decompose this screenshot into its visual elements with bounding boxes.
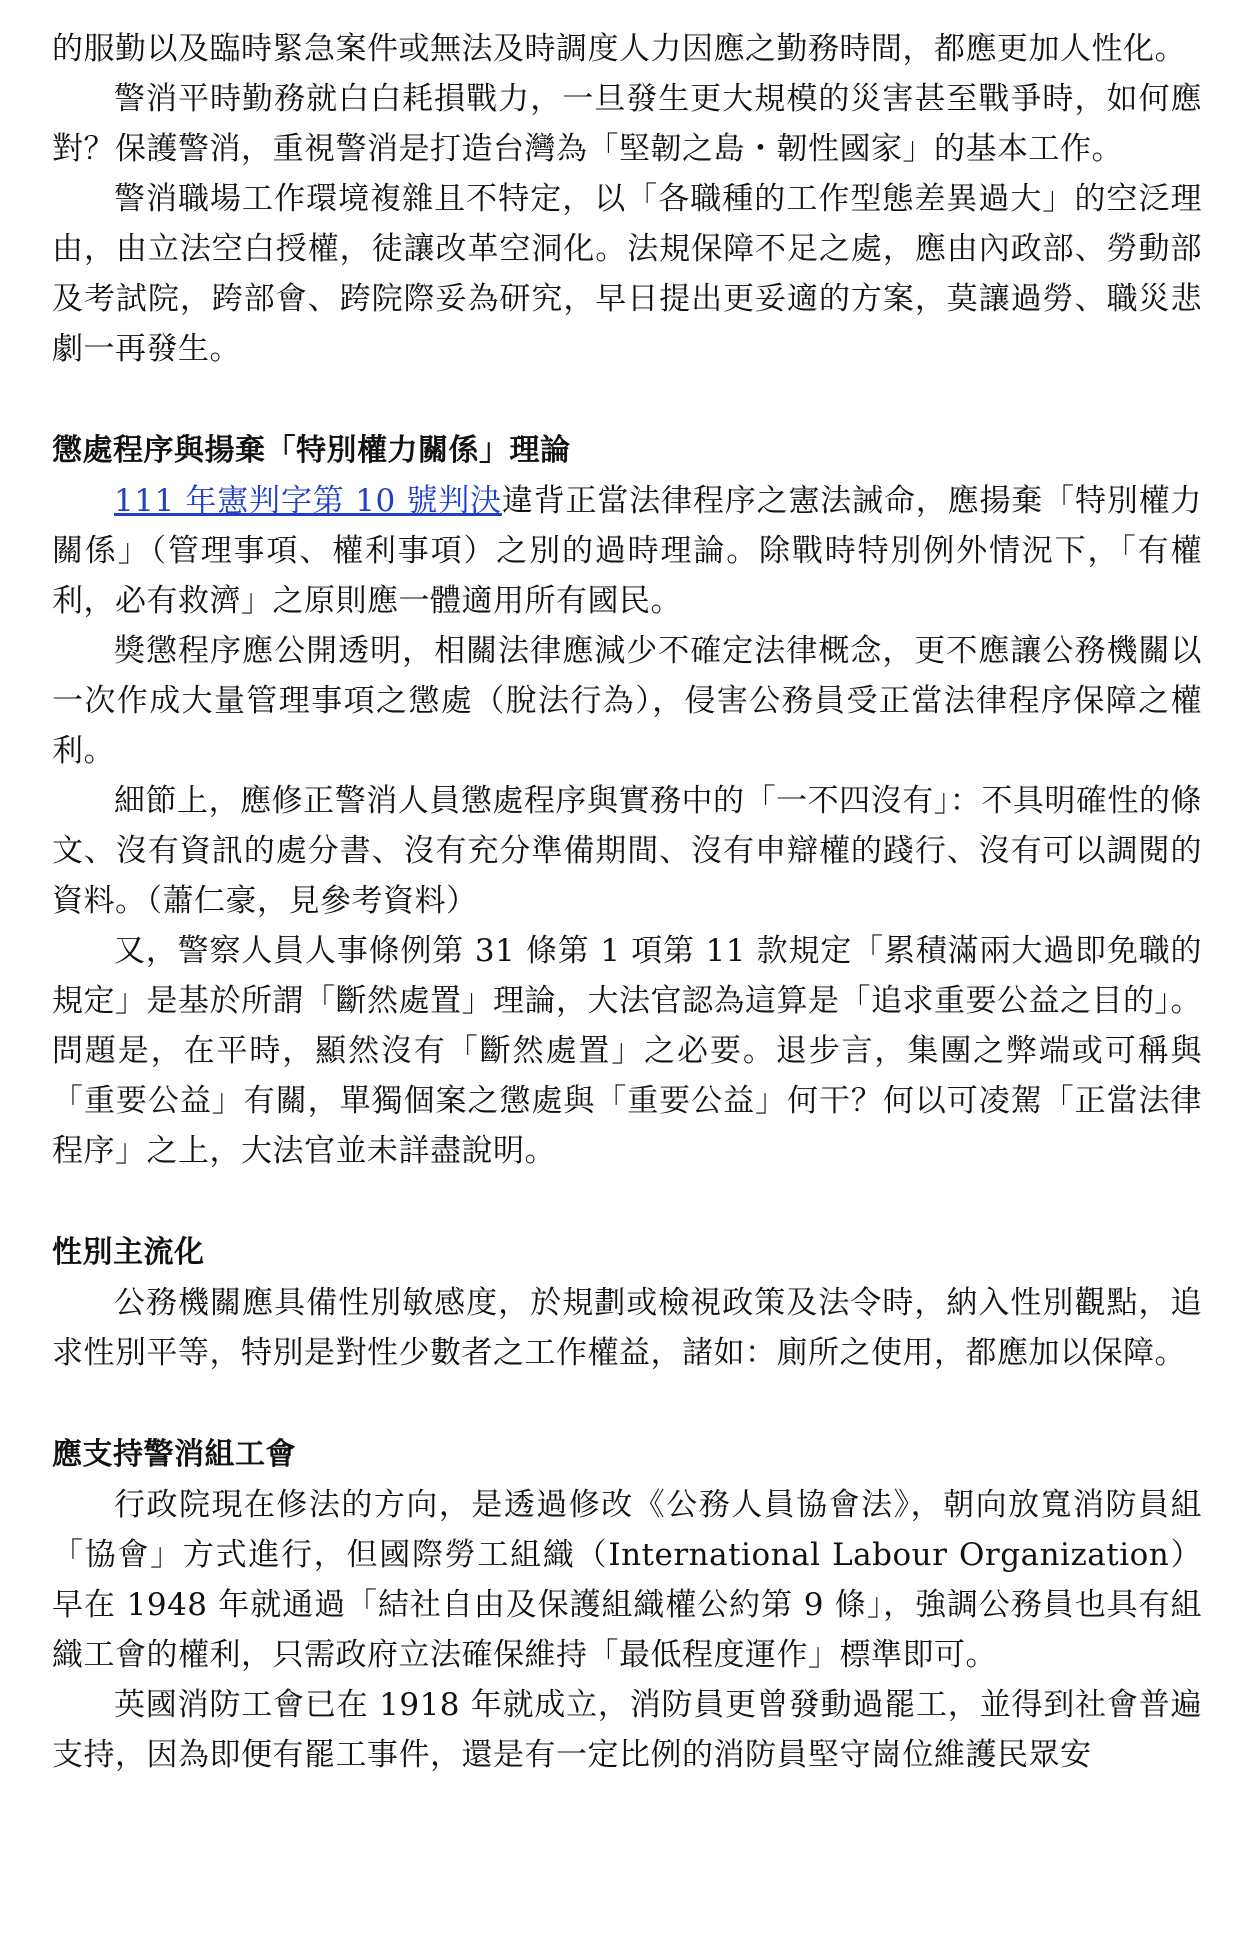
paragraph: 細節上，應修正警消人員懲處程序與實務中的「一不四沒有」：不具明確性的條文、沒有資訊的處分書、沒有充分準備期間、沒有申辯權的踐行、沒有可以調閱的資料。（蕭仁豪，見參考資料）: [52, 783, 1202, 919]
document-page: [52, 24, 1202, 1780]
section-spacer: [52, 1176, 1202, 1228]
paragraph: 獎懲程序應公開透明，相關法律應減少不確定法律概念，更不應讓公務機關以一次作成大量管理事項之懲處（脫法行為），侵害公務員受正當法律程序保障之權利。: [52, 633, 1202, 769]
paragraph: 警消平時勤務就白白耗損戰力，一旦發生更大規模的災害甚至戰爭時，如何應對？保護警消，重視警消是打造台灣為「堅韌之島・韌性國家」的基本工作。: [52, 81, 1202, 167]
paragraph: 警消職場工作環境複雜且不特定，以「各職種的工作型態差異過大」的空泛理由，由立法空白授權，徒讓改革空洞化。法規保障不足之處，應由內政部、勞動部及考試院，跨部會、跨院際妥為研究，早日提出更妥適的方案，莫讓過勞、職災悲劇一再發生。: [52, 181, 1202, 367]
paragraph: 公務機關應具備性別敏感度，於規劃或檢視政策及法令時，納入性別觀點，追求性別平等，特別是對性少數者之工作權益，諸如：廁所之使用，都應加以保障。: [52, 1285, 1202, 1371]
paragraph: 的服勤以及臨時緊急案件或無法及時調度人力因應之勤務時間，都應更加人性化。: [52, 31, 1186, 67]
paragraph-text: 違背正當法律程序之憲法誡命，應揚棄「特別權力關係」（管理事項、權利事項）之別的過時理論。除戰時特別例外情況下，「有權利，必有救濟」之原則應一體適用所有國民。: [52, 483, 1202, 619]
paragraph: 行政院現在修法的方向，是透過修改《公務人員協會法》，朝向放寬消防員組「協會」方式進行，但國際勞工組織（International Labour Organization）早在 1948 年就通過「結社自由及保護組織權公約第 9 條」，強調公務員也具有組織工會的權利，只需政府立法確保維持「最低程度運作」標準即可。: [52, 1487, 1202, 1673]
section-spacer: [52, 1378, 1202, 1430]
ruling-link[interactable]: 111 年憲判字第 10 號判決: [114, 483, 502, 519]
paragraph: 英國消防工會已在 1918 年就成立，消防員更曾發動過罷工，並得到社會普遍支持，因為即便有罷工事件，還是有一定比例的消防員堅守崗位維護民眾安: [52, 1687, 1202, 1773]
section-heading-discipline: 懲處程序與揚棄「特別權力關係」理論: [52, 433, 571, 468]
section-heading-gender: 性別主流化: [52, 1235, 205, 1270]
section-spacer: [52, 374, 1202, 426]
paragraph: [52, 476, 1202, 626]
paragraph: 又，警察人員人事條例第 31 條第 1 項第 11 款規定「累積滿兩大過即免職的規定」是基於所謂「斷然處置」理論，大法官認為這算是「追求重要公益之目的」。問題是，在平時，顯然沒有「斷然處置」之必要。退步言，集團之弊端或可稱與「重要公益」有關，單獨個案之懲處與「重要公益」何干？何以可凌駕「正當法律程序」之上，大法官並未詳盡說明。: [52, 933, 1202, 1169]
section-heading-union: 應支持警消組工會: [52, 1437, 296, 1472]
